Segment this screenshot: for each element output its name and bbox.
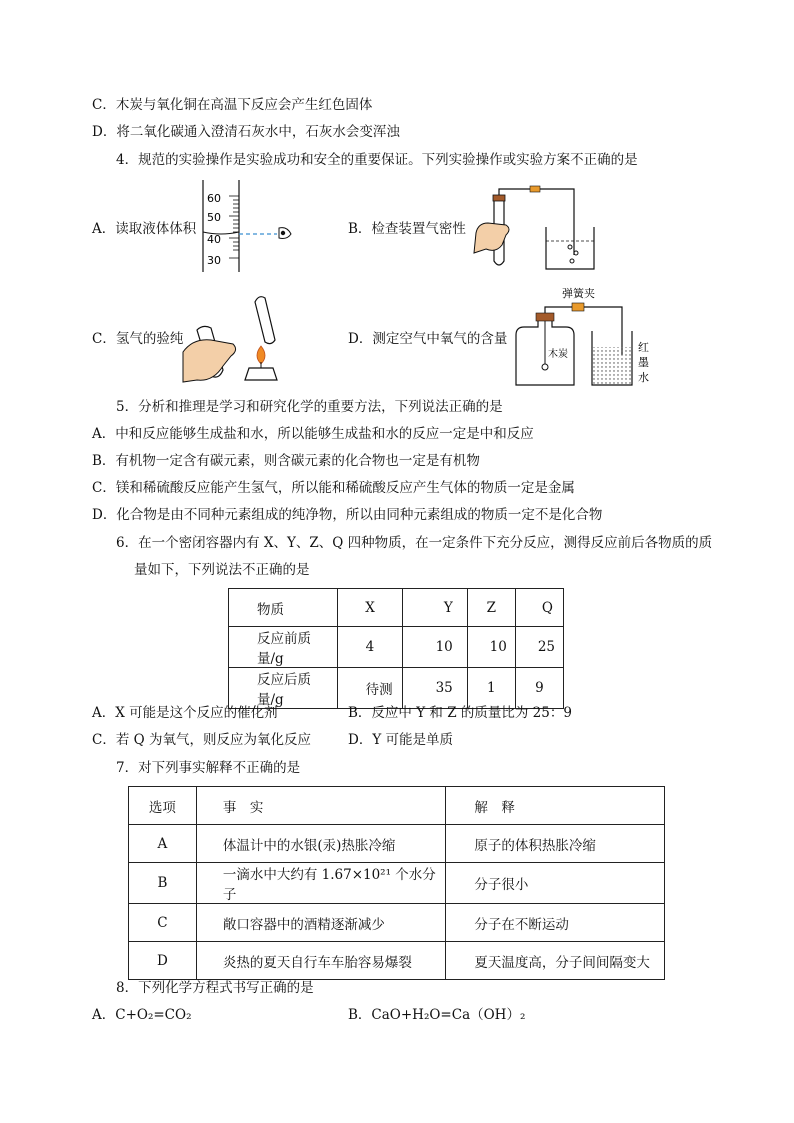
q4-option-d: D．测定空气中氧气的含量 (348, 331, 508, 347)
header-fact: 事 实 (196, 787, 446, 825)
table-header-row (129, 787, 665, 825)
tick-50: 50 (207, 211, 221, 224)
oxygen-content-apparatus-figure (512, 285, 652, 390)
table-cell: 4 (337, 627, 403, 668)
table-cell: 反应前质量/g (229, 627, 338, 668)
q6-mass-table (228, 588, 564, 709)
table-cell: 原子的体积热胀冷缩 (446, 825, 665, 863)
ink-label-3: 水 (638, 371, 649, 384)
q5-option-d: D．化合物是由不同种元素组成的纯净物，所以由同种元素组成的物质一定不是化合物 (92, 507, 603, 523)
table-cell: 一滴水中大约有 1.67×10²¹ 个水分子 (196, 863, 446, 904)
table-cell: 分子很小 (446, 863, 665, 904)
airtightness-check-figure (466, 183, 596, 273)
q5-option-b: B．有机物一定含有碳元素，则含碳元素的化合物也一定是有机物 (92, 453, 480, 469)
clamp-label: 弹簧夹 (562, 287, 595, 300)
table-cell: 夏天温度高，分子间间隔变大 (446, 942, 665, 980)
q4-option-b: B．检查装置气密性 (348, 221, 466, 237)
header-z: Z (467, 589, 515, 627)
table-cell: 25 (515, 627, 563, 668)
q4-option-a: A．读取液体体积 (92, 221, 197, 237)
table-cell: D (129, 942, 197, 980)
ink-label-2: 墨 (638, 356, 649, 369)
table-row (129, 904, 665, 942)
table-cell: 体温计中的水银(汞)热胀冷缩 (196, 825, 446, 863)
table-cell: 反应后质量/g (229, 668, 338, 709)
table-cell: 1 (467, 668, 515, 709)
table-row (229, 627, 564, 668)
q6-option-a: A．X 可能是这个反应的催化剂 (92, 705, 278, 721)
q7-fact-table (128, 786, 665, 980)
q3-option-d: D．将二氧化碳通入澄清石灰水中，石灰水会变浑浊 (92, 124, 400, 140)
q8-option-b: B．CaO+H₂O=Ca（OH）₂ (348, 1007, 526, 1023)
table-cell: 敞口容器中的酒精逐渐减少 (196, 904, 446, 942)
tick-60: 60 (207, 192, 221, 205)
tick-40: 40 (207, 233, 221, 246)
table-cell: 10 (467, 627, 515, 668)
tick-30: 30 (207, 254, 221, 267)
q8-stem: 8．下列化学方程式书写正确的是 (116, 980, 314, 996)
q6-option-d: D．Y 可能是单质 (348, 732, 454, 748)
table-cell: 分子在不断运动 (446, 904, 665, 942)
q4-stem: 4．规范的实验操作是实验成功和安全的重要保证。下列实验操作或实验方案不正确的是 (116, 152, 638, 168)
table-cell: 炎热的夏天自行车车胎容易爆裂 (196, 942, 446, 980)
table-cell: 10 (403, 627, 467, 668)
table-row (129, 942, 665, 980)
header-y: Y (403, 589, 467, 627)
table-row (129, 863, 665, 904)
q6-stem-line1: 6．在一个密闭容器内有 X、Y、Z、Q 四种物质，在一定条件下充分反应，测得反应前后各物质的质 (116, 535, 713, 551)
header-x: X (337, 589, 403, 627)
q8-option-a: A．C+O₂=CO₂ (92, 1007, 192, 1023)
charcoal-label: 木炭 (548, 349, 568, 360)
header-substance: 物质 (229, 589, 338, 627)
table-row (229, 668, 564, 709)
q5-option-c: C．镁和稀硫酸反应能产生氢气，所以能和稀硫酸反应产生气体的物质一定是金属 (92, 480, 575, 496)
table-cell: C (129, 904, 197, 942)
q6-option-c: C．若 Q 为氧气，则反应为氧化反应 (92, 732, 311, 748)
table-cell: A (129, 825, 197, 863)
q3-option-c: C．木炭与氧化铜在高温下反应会产生红色固体 (92, 97, 373, 113)
table-header-row (229, 589, 564, 627)
ink-label-1: 红 (638, 341, 649, 354)
q6-option-b: B．反应中 Y 和 Z 的质量比为 25：9 (348, 705, 572, 721)
q4-option-c: C．氢气的验纯 (92, 331, 184, 347)
table-cell: 待测 (337, 668, 403, 709)
q7-stem: 7．对下列事实解释不正确的是 (116, 760, 301, 776)
graduated-cylinder-figure (195, 180, 305, 275)
header-q: Q (515, 589, 563, 627)
hydrogen-purity-test-figure (183, 290, 293, 385)
header-option: 选项 (129, 787, 197, 825)
table-row (129, 825, 665, 863)
table-cell: 35 (403, 668, 467, 709)
header-explanation: 解 释 (446, 787, 665, 825)
table-cell: 9 (515, 668, 563, 709)
q5-stem: 5．分析和推理是学习和研究化学的重要方法，下列说法正确的是 (116, 399, 503, 415)
q6-stem-line2: 量如下，下列说法不正确的是 (134, 562, 310, 578)
q5-option-a: A．中和反应能够生成盐和水，所以能够生成盐和水的反应一定是中和反应 (92, 426, 534, 442)
table-cell: B (129, 863, 197, 904)
